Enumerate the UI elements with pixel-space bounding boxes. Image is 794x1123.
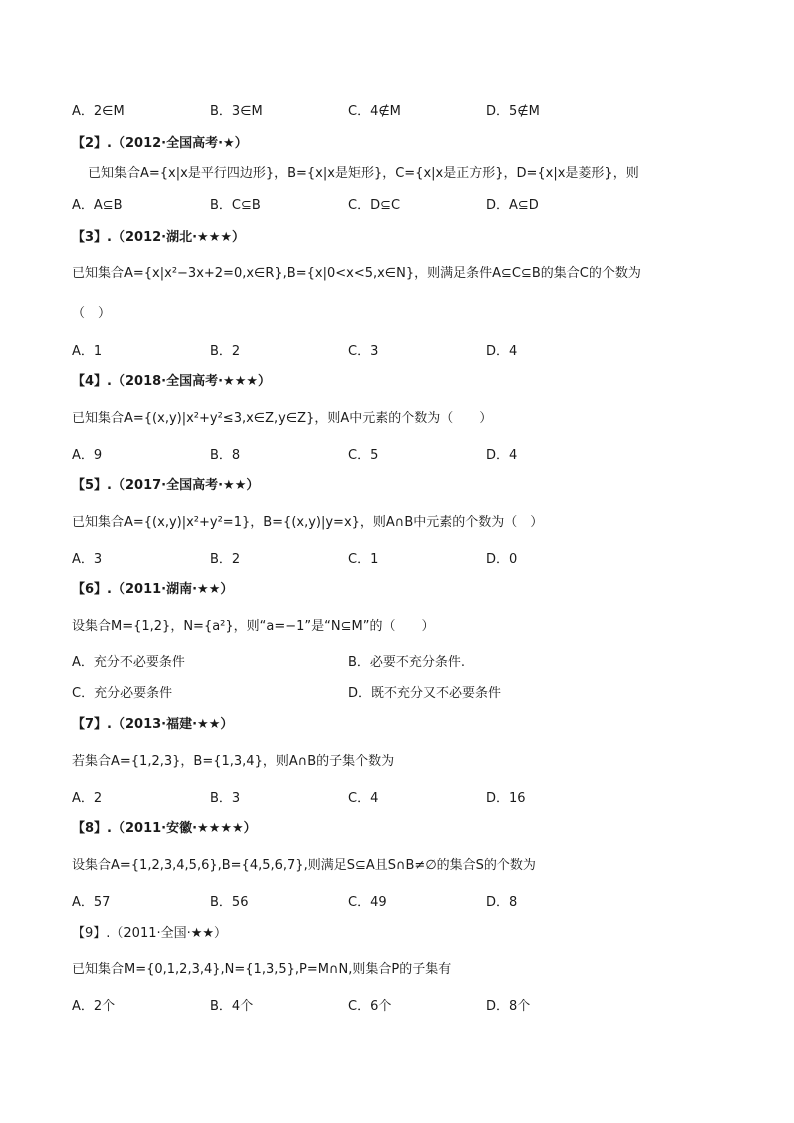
q7-header: 【7】.（2013·福建·★★） — [72, 717, 234, 732]
q4-header: 【4】.（2018·全国高考·★★★） — [72, 374, 272, 389]
q6-option-b: B．必要不充分条件. — [348, 655, 466, 670]
q2-option-a: A．A⊆B — [72, 198, 123, 213]
q3-stem: 已知集合A={x|x²−3x+2=0,x∈R},B={x|0<x<5,x∈N}，则满足条件A⊆C⊆B的集合C的个数为 — [72, 266, 641, 281]
q3-header: 【3】.（2012·湖北·★★★） — [72, 230, 246, 245]
q9-option-c: C．6个 — [348, 999, 392, 1014]
q8-option-d: D．8 — [486, 895, 518, 910]
q7-option-d: D．16 — [486, 791, 526, 806]
q3-answer-blank: （ ） — [72, 306, 112, 321]
q4-option-a: A．9 — [72, 448, 103, 463]
q2-header: 【2】.（2012·全国高考·★） — [72, 136, 248, 151]
q1-option-a: A．2∈M — [72, 104, 125, 119]
q5-option-a: A．3 — [72, 552, 103, 567]
q8-stem: 设集合A={1,2,3,4,5,6},B={4,5,6,7},则满足S⊆A且S∩B≠∅的集合S的个数为 — [72, 858, 536, 873]
q5-option-b: B．2 — [210, 552, 241, 567]
q5-header: 【5】.（2017·全国高考·★★） — [72, 478, 260, 493]
q9-option-d: D．8个 — [486, 999, 531, 1014]
q2-stem: 已知集合A={x|x是平行四边形}，B={x|x是矩形}，C={x|x是正方形}，D={x|x是菱形}，则 — [88, 166, 639, 181]
q7-stem: 若集合A={1,2,3}，B={1,3,4}，则A∩B的子集个数为 — [72, 754, 395, 769]
q2-option-b: B．C⊆B — [210, 198, 261, 213]
q5-stem: 已知集合A={(x,y)|x²+y²=1}，B={(x,y)|y=x}，则A∩B中元素的个数为（ ） — [72, 515, 544, 530]
q6-header: 【6】.（2011·湖南·★★） — [72, 582, 234, 597]
q5-option-d: D．0 — [486, 552, 518, 567]
q7-option-a: A．2 — [72, 791, 103, 806]
q4-option-c: C．5 — [348, 448, 379, 463]
q2-option-d: D．A⊆D — [486, 198, 539, 213]
q8-option-b: B．56 — [210, 895, 249, 910]
q6-option-a: A．充分不必要条件 — [72, 655, 185, 670]
q6-stem: 设集合M={1,2}，N={a²}，则“a=−1”是“N⊆M”的（ ） — [72, 619, 435, 634]
q9-option-b: B．4个 — [210, 999, 254, 1014]
q3-option-a: A．1 — [72, 344, 103, 359]
q8-header: 【8】.（2011·安徽·★★★★） — [72, 821, 257, 836]
q3-option-c: C．3 — [348, 344, 379, 359]
q9-header: 【9】.（2011·全国·★★） — [72, 926, 228, 941]
q9-stem: 已知集合M={0,1,2,3,4},N={1,3,5},P=M∩N,则集合P的子集有 — [72, 962, 452, 977]
q3-option-b: B．2 — [210, 344, 241, 359]
q6-option-d: D．既不充分又不必要条件 — [348, 686, 502, 701]
q1-option-d: D．5∉M — [486, 104, 540, 119]
q8-option-a: A．57 — [72, 895, 111, 910]
q7-option-c: C．4 — [348, 791, 379, 806]
q8-option-c: C．49 — [348, 895, 387, 910]
q3-option-d: D．4 — [486, 344, 518, 359]
q1-option-c: C．4∉M — [348, 104, 401, 119]
q2-option-c: C．D⊆C — [348, 198, 401, 213]
q1-option-b: B．3∈M — [210, 104, 263, 119]
q4-stem: 已知集合A={(x,y)|x²+y²≤3,x∈Z,y∈Z}，则A中元素的个数为（ ） — [72, 411, 493, 426]
q4-option-b: B．8 — [210, 448, 241, 463]
q9-option-a: A．2个 — [72, 999, 116, 1014]
q5-option-c: C．1 — [348, 552, 379, 567]
q6-option-c: C．充分必要条件 — [72, 686, 173, 701]
q7-option-b: B．3 — [210, 791, 241, 806]
q4-option-d: D．4 — [486, 448, 518, 463]
